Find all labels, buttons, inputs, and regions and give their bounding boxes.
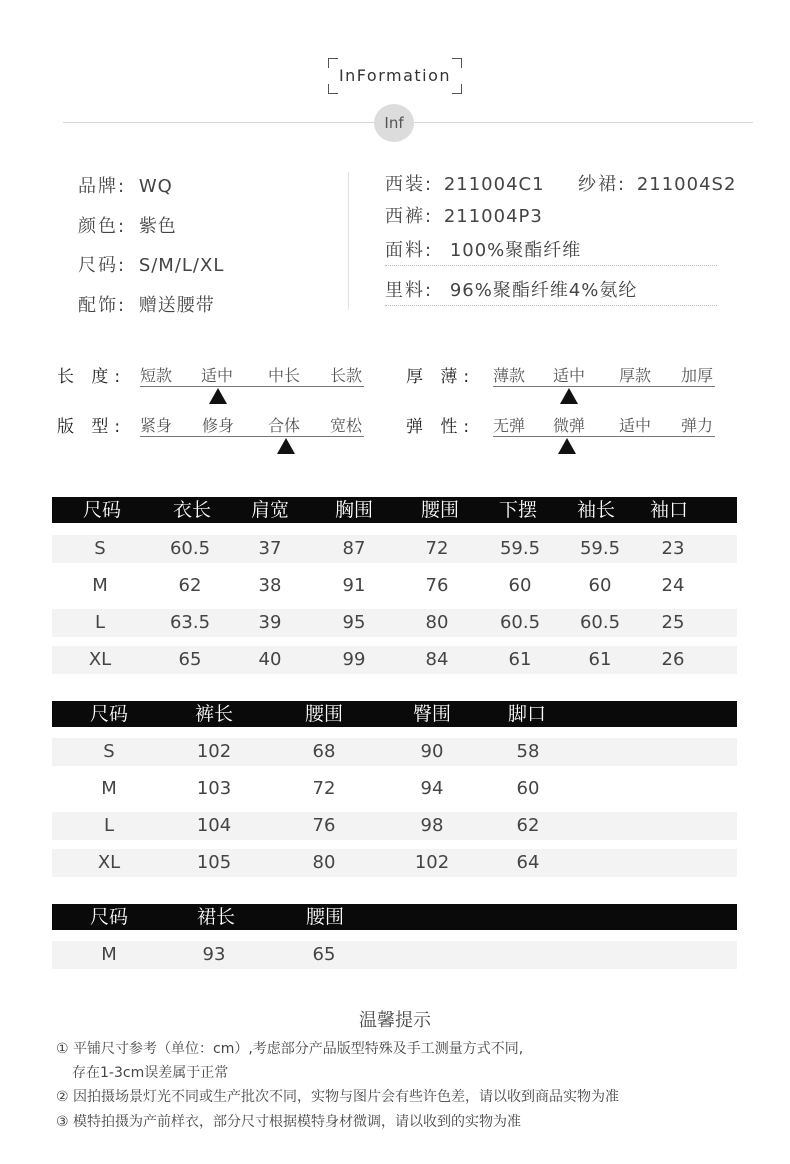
table-cell: 80 xyxy=(312,852,336,873)
scale-option: 适中 xyxy=(201,366,234,385)
table-cell: 62 xyxy=(516,815,540,836)
table-cell: 91 xyxy=(342,575,366,596)
info-suit-code xyxy=(385,170,545,196)
table-cell: 105 xyxy=(196,852,232,873)
scale-option: 加厚 xyxy=(681,366,714,385)
section-badge: Inf xyxy=(374,104,414,142)
table-cell: XL xyxy=(97,852,121,873)
table-row xyxy=(52,849,737,877)
info-value: 211004S2 xyxy=(636,174,737,195)
table-header-cell: 脚口 xyxy=(507,703,546,725)
table-cell: 90 xyxy=(420,741,444,762)
scale-option: 中长 xyxy=(268,366,301,385)
table-cell: 87 xyxy=(342,538,366,559)
scale-fit-label: 版 型: xyxy=(57,417,127,437)
table-row xyxy=(52,775,737,803)
scale-length-label: 长 度: xyxy=(57,367,127,387)
info-color xyxy=(78,212,177,238)
table-cell: 59.5 xyxy=(579,538,621,559)
table-cell: 93 xyxy=(202,944,226,965)
scale-option: 微弹 xyxy=(553,416,586,435)
table-cell: 24 xyxy=(661,575,685,596)
table-cell: 60 xyxy=(588,575,612,596)
info-value: 96%聚酯纤维4%氨纶 xyxy=(449,280,638,301)
table-cell: S xyxy=(103,741,115,762)
scale-line xyxy=(140,386,364,387)
table-cell: L xyxy=(103,815,115,836)
table-header-cell: 腰围 xyxy=(420,499,459,521)
scale-option: 长款 xyxy=(330,366,363,385)
table-cell: 103 xyxy=(196,778,232,799)
table-cell: 80 xyxy=(425,612,449,633)
table-cell: 60.5 xyxy=(169,538,211,559)
table-cell: 76 xyxy=(312,815,336,836)
table-header-cell: 肩宽 xyxy=(250,499,289,521)
table-cell: 60.5 xyxy=(579,612,621,633)
info-accessory xyxy=(78,291,215,317)
scale-option: 宽松 xyxy=(330,416,363,435)
info-value: 赠送腰带 xyxy=(138,295,215,316)
info-separator xyxy=(348,172,349,310)
scale-elasticity-label: 弹 性: xyxy=(406,417,476,437)
table-header-cell: 尺码 xyxy=(82,499,121,521)
table-cell: 95 xyxy=(342,612,366,633)
table-cell: S xyxy=(94,538,106,559)
table-cell: 58 xyxy=(516,741,540,762)
info-label: 颜色: xyxy=(78,216,127,237)
table-header-cell: 尺码 xyxy=(89,906,128,928)
table-cell: 60.5 xyxy=(499,612,541,633)
scale-option: 短款 xyxy=(140,366,173,385)
info-value: WQ xyxy=(138,176,173,197)
table-cell: M xyxy=(101,944,117,965)
info-value: 紫色 xyxy=(138,216,177,237)
tip-note-1-continued: 存在1-3cm误差属于正常 xyxy=(72,1065,229,1081)
scale-option: 紧身 xyxy=(140,416,173,435)
table-row xyxy=(52,646,737,674)
table-cell: 38 xyxy=(258,575,282,596)
table-cell: 84 xyxy=(425,649,449,670)
info-pants-code xyxy=(385,202,543,228)
info-value: 211004P3 xyxy=(443,206,543,227)
table-header-cell: 腰围 xyxy=(305,906,344,928)
info-label: 品牌: xyxy=(78,176,127,197)
table-cell: 102 xyxy=(414,852,450,873)
info-label: 配饰: xyxy=(78,295,127,316)
info-label: 西装: xyxy=(385,174,434,195)
table-cell: 60 xyxy=(516,778,540,799)
skirt-table-header xyxy=(52,904,737,930)
table-cell: 59.5 xyxy=(499,538,541,559)
table-cell: 64 xyxy=(516,852,540,873)
scale-marker-triangle-icon xyxy=(560,388,578,404)
table-header-cell: 胸围 xyxy=(334,499,373,521)
table-cell: 76 xyxy=(425,575,449,596)
table-row xyxy=(52,609,737,637)
tip-note-3: ③ 模特拍摄为产前样衣，部分尺寸根据模特身材微调，请以收到的实物为准 xyxy=(56,1114,521,1130)
scale-length xyxy=(140,363,365,403)
scale-option: 适中 xyxy=(619,416,652,435)
table-cell: 72 xyxy=(312,778,336,799)
table-header-cell: 臀围 xyxy=(412,703,451,725)
scale-marker-triangle-icon xyxy=(209,388,227,404)
table-row xyxy=(52,812,737,840)
table-header-cell: 下摆 xyxy=(498,499,537,521)
scale-thickness-label: 厚 薄: xyxy=(406,367,476,387)
info-label: 纱裙: xyxy=(578,174,627,195)
table-header-cell: 衣长 xyxy=(172,499,211,521)
scale-line xyxy=(140,436,364,437)
table-cell: 26 xyxy=(661,649,685,670)
info-label: 里料: xyxy=(385,280,434,301)
table-cell: 63.5 xyxy=(169,612,211,633)
scale-option: 修身 xyxy=(202,416,235,435)
scale-line xyxy=(493,436,715,437)
frame-corner xyxy=(452,84,462,94)
scale-fit xyxy=(140,413,365,453)
table-cell: 40 xyxy=(258,649,282,670)
info-value: 211004C1 xyxy=(443,174,545,195)
info-lining xyxy=(385,276,717,306)
scale-marker-triangle-icon xyxy=(277,438,295,454)
info-fabric xyxy=(385,236,717,266)
info-label: 面料: xyxy=(385,240,434,261)
table-cell: 39 xyxy=(258,612,282,633)
table-row xyxy=(52,738,737,766)
table-cell: 94 xyxy=(420,778,444,799)
table-cell: M xyxy=(101,778,117,799)
table-header-cell: 尺码 xyxy=(89,703,128,725)
table-cell: 102 xyxy=(196,741,232,762)
table-cell: 98 xyxy=(420,815,444,836)
table-cell: 23 xyxy=(661,538,685,559)
info-brand xyxy=(78,172,173,198)
tips-title: 温馨提示 xyxy=(359,1010,431,1031)
table-cell: 60 xyxy=(508,575,532,596)
info-label: 尺码: xyxy=(78,255,127,276)
tip-note-2: ② 因拍摄场景灯光不同或生产批次不同，实物与图片会有些许色差，请以收到商品实物为准 xyxy=(56,1089,619,1105)
table-cell: M xyxy=(92,575,108,596)
pants-table-header xyxy=(52,701,737,727)
info-value: S/M/L/XL xyxy=(138,255,225,276)
scale-option: 适中 xyxy=(553,366,586,385)
scale-marker-triangle-icon xyxy=(558,438,576,454)
table-cell: 99 xyxy=(342,649,366,670)
table-row xyxy=(52,941,737,969)
scale-option: 合体 xyxy=(268,416,301,435)
table-header-cell: 裙长 xyxy=(196,906,235,928)
scale-option: 薄款 xyxy=(493,366,526,385)
table-cell: L xyxy=(94,612,106,633)
section-header xyxy=(328,58,462,94)
info-label: 西裤: xyxy=(385,206,434,227)
table-cell: 72 xyxy=(425,538,449,559)
table-cell: 62 xyxy=(178,575,202,596)
table-header-cell: 裤长 xyxy=(194,703,233,725)
table-cell: 65 xyxy=(312,944,336,965)
scale-option: 厚款 xyxy=(619,366,652,385)
table-row xyxy=(52,572,737,600)
scale-elasticity xyxy=(493,413,718,453)
scale-option: 弹力 xyxy=(681,416,714,435)
scale-option: 无弹 xyxy=(493,416,526,435)
tip-note-1: ① 平铺尺寸参考（单位：cm）,考虑部分产品版型特殊及手工测量方式不同, xyxy=(56,1041,524,1057)
info-size xyxy=(78,251,224,277)
table-cell: 68 xyxy=(312,741,336,762)
frame-corner xyxy=(328,84,338,94)
info-skirt-code xyxy=(578,170,736,196)
table-row xyxy=(52,535,737,563)
table-cell: 104 xyxy=(196,815,232,836)
table-cell: 61 xyxy=(588,649,612,670)
table-cell: XL xyxy=(88,649,112,670)
table-cell: 25 xyxy=(661,612,685,633)
scale-thickness xyxy=(493,363,718,403)
table-cell: 37 xyxy=(258,538,282,559)
info-value: 100%聚酯纤维 xyxy=(449,240,582,261)
size-table-header xyxy=(52,497,737,523)
section-title: InFormation xyxy=(338,66,452,85)
table-header-cell: 袖长 xyxy=(576,499,615,521)
table-header-cell: 腰围 xyxy=(304,703,343,725)
table-header-cell: 袖口 xyxy=(649,499,688,521)
table-cell: 61 xyxy=(508,649,532,670)
table-cell: 65 xyxy=(178,649,202,670)
scale-line xyxy=(493,386,715,387)
